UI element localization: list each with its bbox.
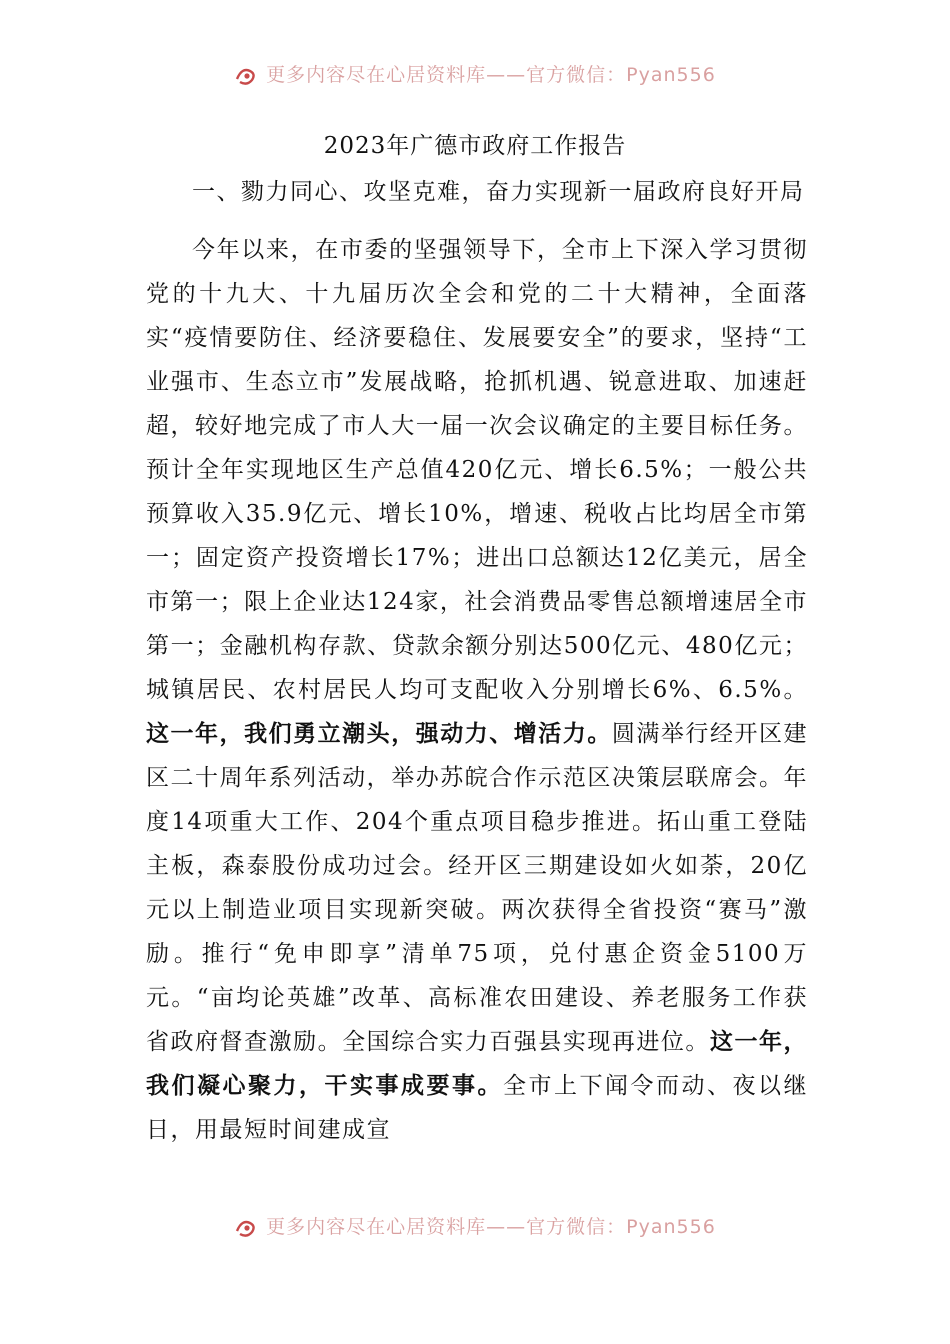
paragraph-bold-2: 这一年，我们凝心聚力，干实事成要事。 <box>146 1028 809 1099</box>
body-paragraph <box>146 228 808 1152</box>
watermark-bottom-text: 更多内容尽在心居资料库——官方微信：Pyan556 <box>266 1216 716 1238</box>
watermark-bottom <box>0 1210 950 1240</box>
document-body <box>146 170 808 1152</box>
document-title: 2023年广德市政府工作报告 <box>323 133 627 159</box>
watermark-top-text: 更多内容尽在心居资料库——官方微信：Pyan556 <box>266 64 716 86</box>
watermark-logo-icon <box>234 1217 260 1239</box>
paragraph-bold-1: 这一年，我们勇立潮头，强动力、增活力。 <box>146 720 612 747</box>
section-heading: 一、勠力同心、攻坚克难，奋力实现新一届政府良好开局 <box>192 179 805 205</box>
watermark-logo-icon <box>234 65 260 87</box>
paragraph-text-2: 圆满举行经开区建区二十周年系列活动，举办苏皖合作示范区决策层联席会。年度14项重大工作、204个重点项目稳步推进。拓山重工登陆主板，森泰股份成功过会。经开区三期建设如火如荼，20亿元以上制造业项目实现新突破。两次获得全省投资“赛马”激励。推行“免申即享”清单75项，兑付惠企资金5100万元。“亩均论英雄”改革、高标准农田建设、养老服务工作获省政府督查激励。全国综合实力百强县实现再进位。 <box>146 721 809 1055</box>
paragraph-text-1: 今年以来，在市委的坚强领导下，全市上下深入学习贯彻党的十九大、十九届历次全会和党的二十大精神，全面落实“疫情要防住、经济要稳住、发展要安全”的要求，坚持“工业强市、生态立市”发展战略，抢抓机遇、锐意进取、加速赶超，较好地完成了市人大一届一次会议确定的主要目标任务。预计全年实现地区生产总值420亿元、增长6.5%；一般公共预算收入35.9亿元、增长10%，增速、税收占比均居全市第一；固定资产投资增长17%；进出口总额达12亿美元，居全市第一；限上企业达124家，社会消费品零售总额增速居全市第一；金融机构存款、贷款余额分别达500亿元、480亿元；城镇居民、农村居民人均可支配收入分别增长6%、6.5%。 <box>146 237 808 703</box>
paragraph-text-3: 全市上下闻令而动、夜以继日，用最短时间建成宣 <box>146 1073 808 1143</box>
watermark-top <box>0 58 950 88</box>
